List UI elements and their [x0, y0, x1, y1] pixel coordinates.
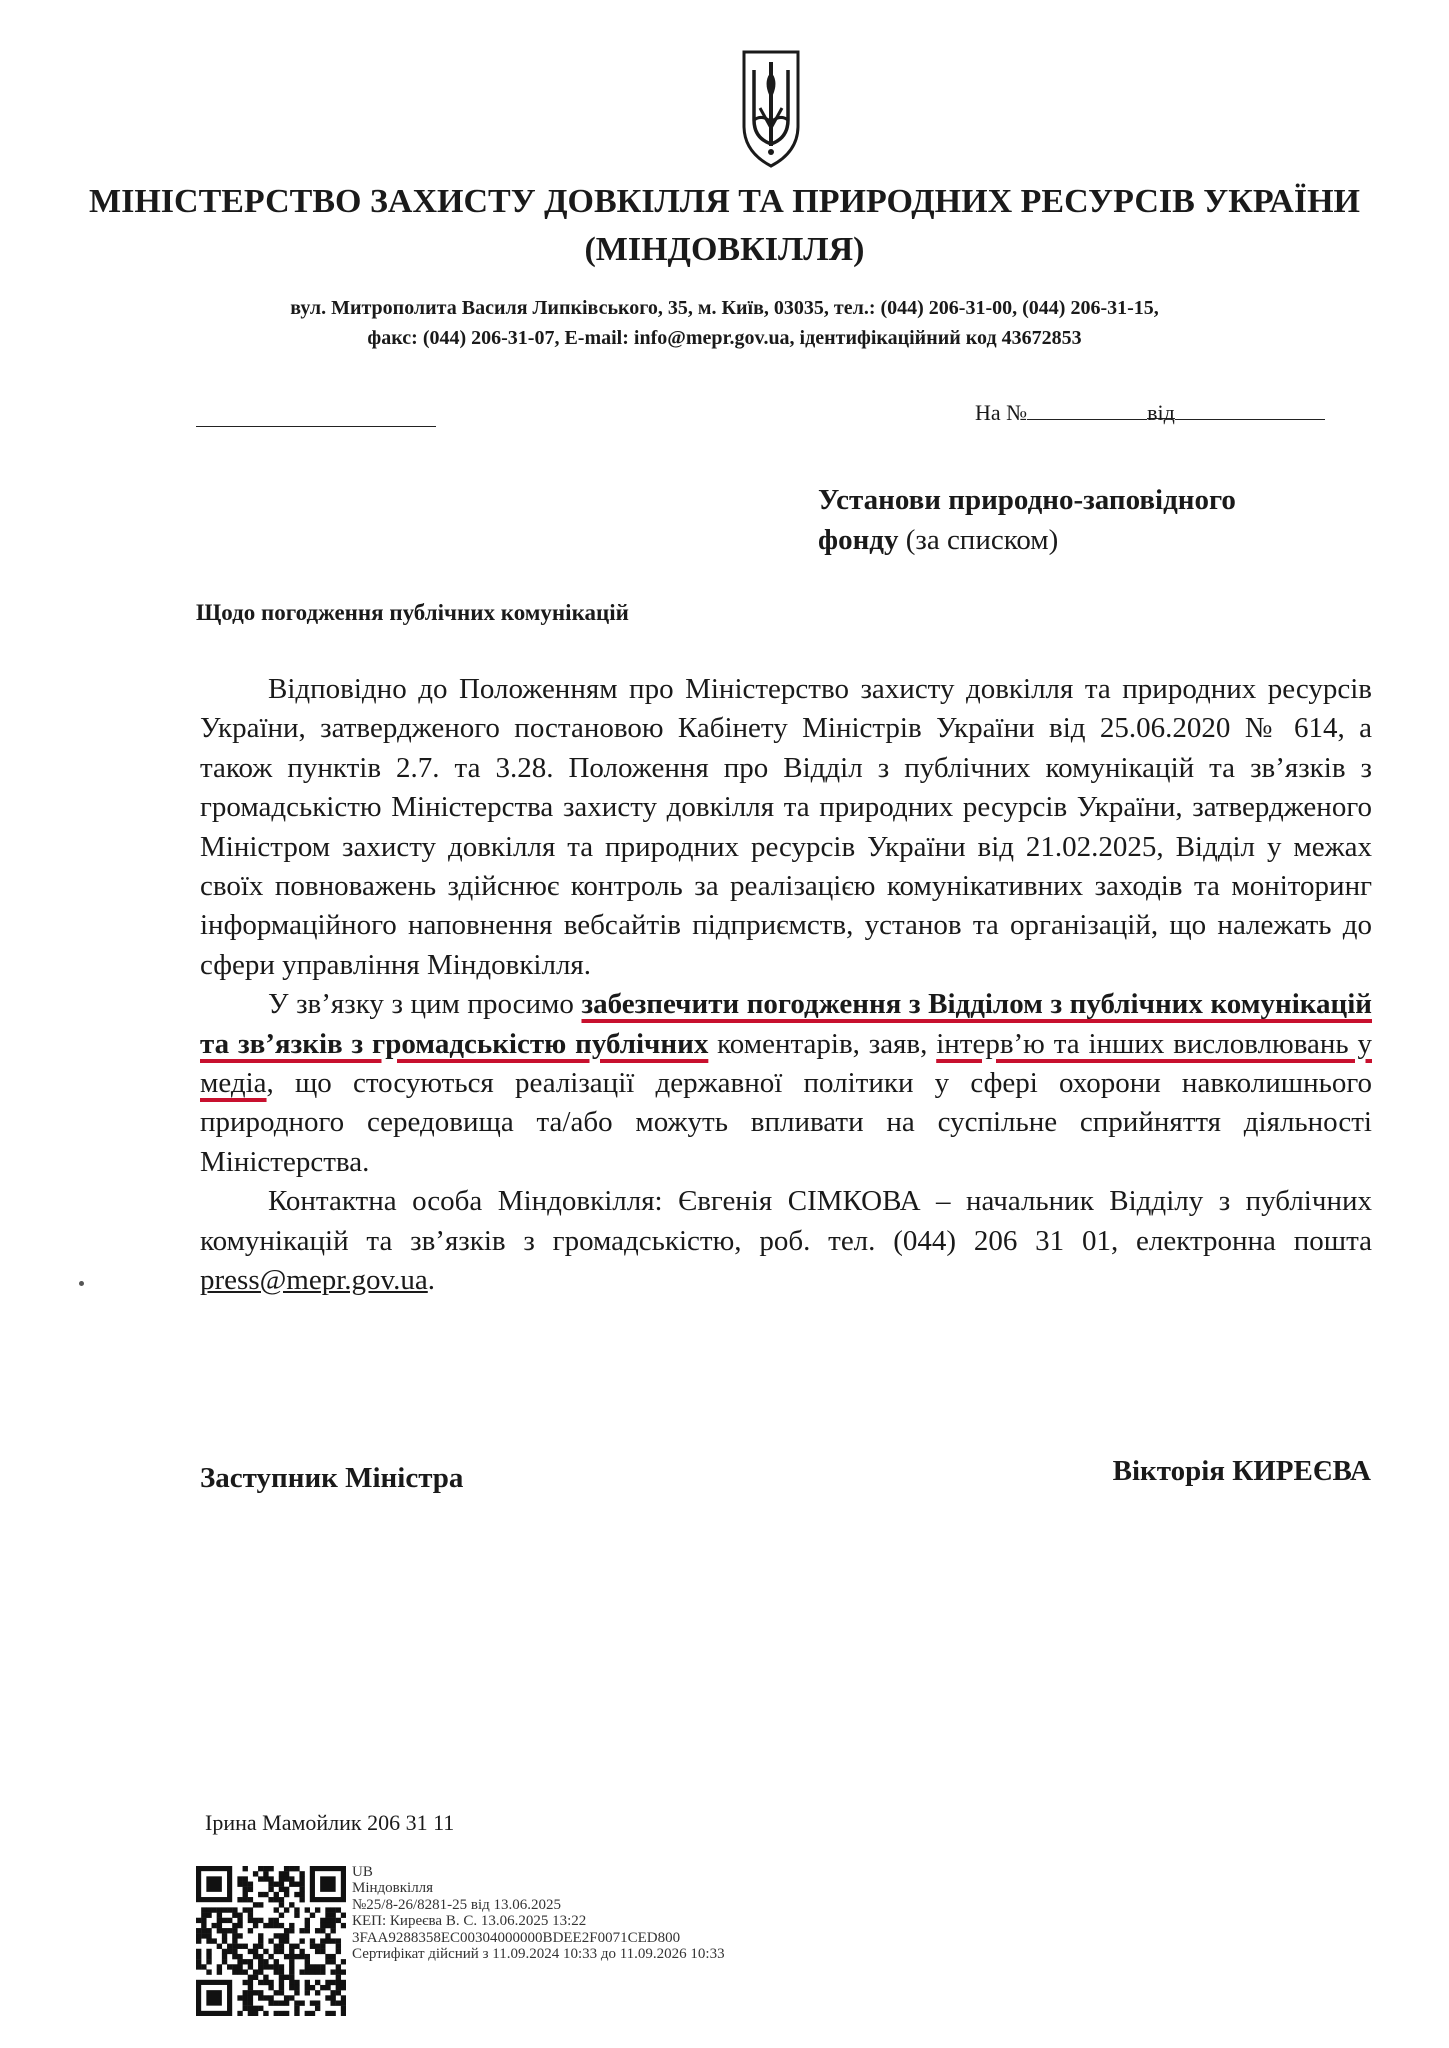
p2-start: У зв’язку з цим просимо [268, 988, 582, 1021]
stamp-line-4: КЕП: Киреєва В. С. 13.06.2025 13:22 [352, 1913, 587, 1930]
electronic-signature-stamp [352, 1864, 725, 1962]
addressee-line-2-rest: (за списком) [898, 524, 1059, 556]
p3-end: . [427, 1264, 436, 1297]
signatory-position: Заступник Міністра [200, 1462, 464, 1494]
p2-highlighted-request: забезпечити погодження з Відділом з публічних комунікацій та зв’язків з громадськістю публічних [200, 988, 1372, 1060]
coat-of-arms-icon [740, 48, 802, 170]
stamp-line-6: Сертифікат дійсний з 11.09.2024 10:33 до 11.09.2026 10:33 [352, 1946, 725, 1963]
scan-speck [79, 1281, 84, 1286]
addressee-line-2-bold: фонду [818, 524, 899, 556]
body-paragraph-1: Відповідно до Положенням про Міністерство захисту довкілля та природних ресурсів України, затвердженого постановою Кабінету Міністрів України від 25.06.2020 № 614, а також пунктів 2.7. та 3.28. Положення про Відділ з публічних комунікацій та зв’язків з громадськістю Міністерства захисту довкілля та природних ресурсів України, затвердженого Міністром захисту довкілля та природних ресурсів України від 21.02.2025, Відділ у межах своїх повноважень здійснює контроль за реалізацією комунікативних заходів та моніторинг інформаційного наповнення вебсайтів підприємств, установ та організацій, що належать до сфери управління Міндовкілля. [200, 673, 1372, 981]
reference-line [975, 398, 1325, 428]
stamp-line-1: UB [352, 1864, 373, 1880]
ministry-short-name: (МІНДОВКІЛЛЯ) [584, 231, 865, 268]
reference-number-blank [1027, 399, 1147, 420]
address-line-2: факс: (044) 206-31-07, E-mail: info@mepr.gov.ua, ідентифікаційний код 43672853 [367, 327, 1082, 349]
address-line-1: вул. Митрополита Василя Липківського, 35, м. Київ, 03035, тел.: (044) 206-31-00, (044) 206-31-15, [290, 297, 1159, 319]
qr-code-icon [196, 1866, 346, 2016]
letter-body [200, 670, 1372, 1301]
outgoing-number-blank [196, 426, 436, 427]
p2-end: , що стосуються реалізації державної політики у сфері охорони навколишнього природного середовища та/або можуть впливати на суспільне сприйняття діяльності Міністерства. [200, 1067, 1372, 1178]
body-paragraph-2 [200, 985, 1372, 1182]
contact-email-link[interactable]: press@mepr.gov.ua [200, 1264, 428, 1297]
signatory-name: Вікторія КИРЕЄВА [1112, 1455, 1371, 1487]
reference-number-label: На № [975, 400, 1028, 425]
reference-date-label: від [1147, 400, 1175, 425]
p2-middle: коментарів, заяв, [708, 1027, 937, 1060]
p3-text: Контактна особа Міндовкілля: Євгенія СІМКОВА – начальник Відділу з публічних комунікацій та зв’язків з громадськістю, роб. тел. (044) 206 31 01, електронна пошта [200, 1185, 1372, 1257]
stamp-line-3: №25/8-26/8281-25 від 13.06.2025 [352, 1896, 562, 1913]
body-paragraph-3 [200, 1182, 1372, 1300]
p2-underlined-media: інтерв’ю та інших висловлювань у медіа [200, 1027, 1372, 1100]
executor-contact: Ірина Мамойлик 206 31 11 [205, 1810, 455, 1835]
ministry-name: МІНІСТЕРСТВО ЗАХИСТУ ДОВКІЛЛЯ ТА ПРИРОДНИХ РЕСУРСІВ УКРАЇНИ [89, 183, 1360, 220]
letter-subject: Щодо погодження публічних комунікацій [196, 600, 629, 625]
reference-date-blank [1175, 399, 1325, 420]
stamp-line-5: 3FAA9288358EC00304000000BDEE2F0071CED800 [352, 1929, 681, 1946]
addressee [818, 480, 1378, 560]
stamp-line-2: Міндовкілля [352, 1880, 434, 1897]
addressee-line-1: Установи природно-заповідного [818, 484, 1236, 516]
